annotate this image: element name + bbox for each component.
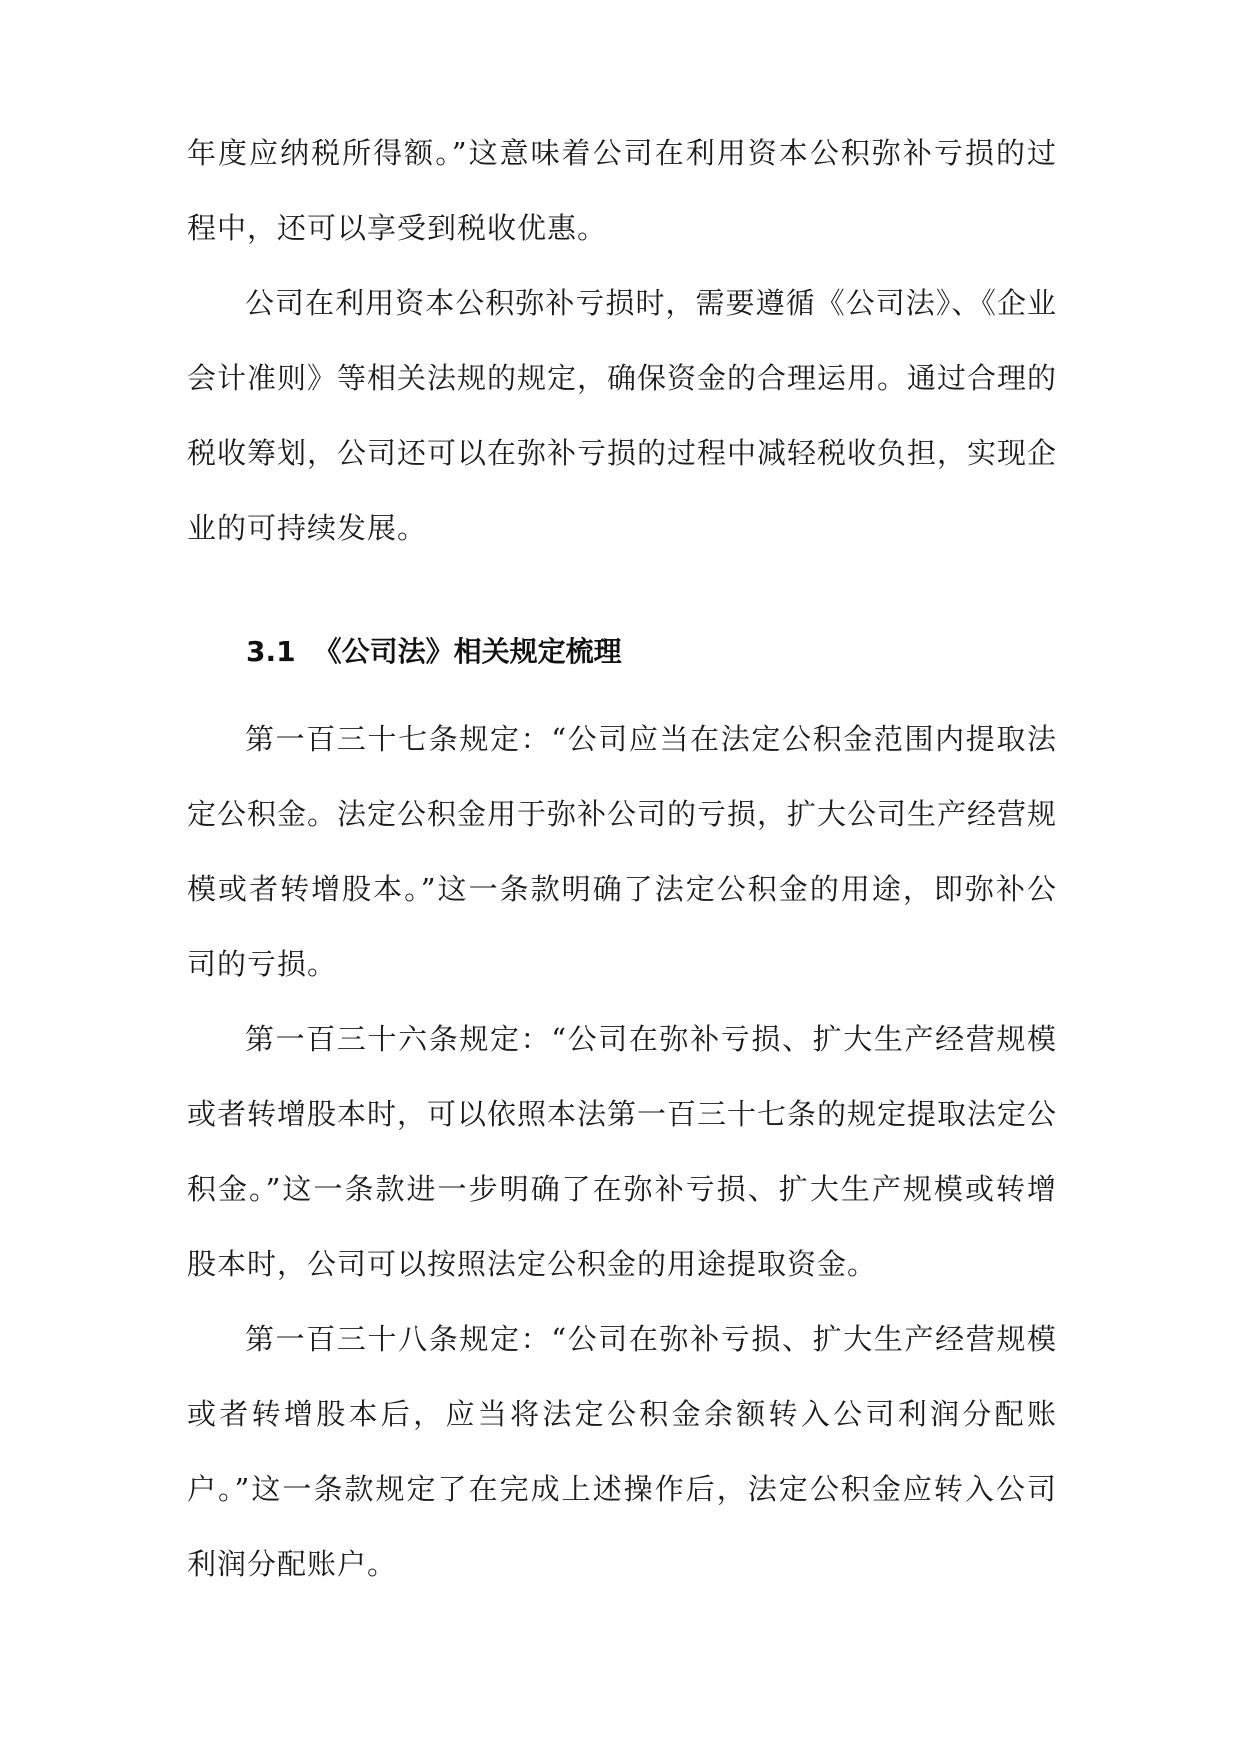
paragraph-tax-benefit: 年度应纳税所得额。”这意味着公司在利用资本公积弥补亏损的过程中，还可以享受到税收优惠。 — [187, 136, 1057, 245]
section-heading — [246, 630, 622, 674]
section-number: 3.1 — [246, 635, 296, 668]
paragraph-capital-reserve: 公司在利用资本公积弥补亏损时，需要遵循《公司法》、《企业会计准则》等相关法规的规定，确保资金的合理运用。通过合理的税收筹划，公司还可以在弥补亏损的过程中减轻税收负担，实现企业的可持续发展。 — [187, 286, 1058, 545]
body-text-bottom — [187, 702, 1057, 1602]
section-title: 《公司法》相关规定梳理 — [313, 635, 622, 668]
paragraph-article-137: 第一百三十七条规定：“公司应当在法定公积金范围内提取法定公积金。法定公积金用于弥补公司的亏损，扩大公司生产经营规模或者转增股本。”这一条款明确了法定公积金的用途，即弥补公司的亏损。 — [187, 722, 1058, 981]
paragraph-article-136: 第一百三十六条规定：“公司在弥补亏损、扩大生产经营规模或者转增股本时，可以依照本法第一百三十七条的规定提取法定公积金。”这一条款进一步明确了在弥补亏损、扩大生产规模或转增股本时，公司可以按照法定公积金的用途提取资金。 — [187, 1022, 1058, 1281]
paragraph-article-138: 第一百三十八条规定：“公司在弥补亏损、扩大生产经营规模或者转增股本后，应当将法定公积金余额转入公司利润分配账户。”这一条款规定了在完成上述操作后，法定公积金应转入公司利润分配账户。 — [187, 1322, 1057, 1581]
body-text-top — [187, 116, 1057, 566]
